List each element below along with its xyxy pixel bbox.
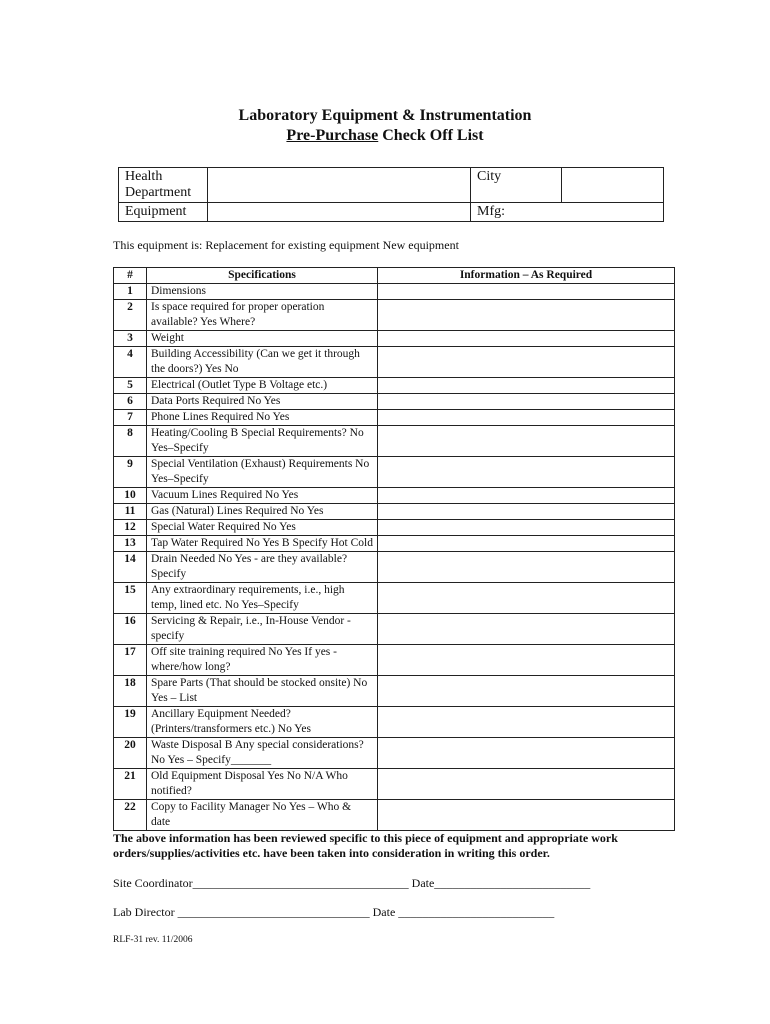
table-row: [114, 645, 675, 676]
table-row: [114, 284, 675, 300]
row-specification: Special Water Required No Yes: [147, 520, 378, 536]
row-information-field[interactable]: [378, 676, 675, 707]
lab-director-signature-line[interactable]: Lab Director ________________________________ Date __________________________: [113, 905, 555, 919]
row-number: 19: [114, 707, 147, 738]
row-information-field[interactable]: [378, 394, 675, 410]
row-information-field[interactable]: [378, 738, 675, 769]
row-specification: Any extraordinary requirements, i.e., high temp, lined etc. No Yes–Specify: [147, 583, 378, 614]
row-number: 2: [114, 300, 147, 331]
table-row: [114, 488, 675, 504]
review-statement: The above information has been reviewed specific to this piece of equipment and appropriate work orders/supplies/activities etc. have been taken into consideration in writing this order.: [113, 831, 618, 860]
row-number: 8: [114, 426, 147, 457]
row-specification: Vacuum Lines Required No Yes: [147, 488, 378, 504]
row-number: 20: [114, 738, 147, 769]
row-number: 9: [114, 457, 147, 488]
row-information-field[interactable]: [378, 457, 675, 488]
row-specification: Servicing & Repair, i.e., In-House Vendor - specify: [147, 614, 378, 645]
row-specification: Data Ports Required No Yes: [147, 394, 378, 410]
row-specification: Heating/Cooling B Special Requirements? No Yes–Specify: [147, 426, 378, 457]
table-row: [114, 536, 675, 552]
row-information-field[interactable]: [378, 707, 675, 738]
subtitle-rest: Check Off List: [378, 127, 484, 144]
header-table: [118, 167, 664, 222]
col-info-header: Information – As Required: [378, 268, 675, 284]
equipment-label: Equipment: [119, 203, 208, 222]
row-specification: Spare Parts (That should be stocked onsite) No Yes – List: [147, 676, 378, 707]
row-number: 3: [114, 331, 147, 347]
row-number: 1: [114, 284, 147, 300]
row-specification: Special Ventilation (Exhaust) Requirements No Yes–Specify: [147, 457, 378, 488]
table-row: [114, 707, 675, 738]
subtitle-underlined: Pre-Purchase: [286, 127, 379, 144]
row-number: 16: [114, 614, 147, 645]
table-row: [114, 504, 675, 520]
row-information-field[interactable]: [378, 488, 675, 504]
document-subtitle: [0, 127, 770, 145]
row-number: 15: [114, 583, 147, 614]
table-row: [114, 347, 675, 378]
city-field[interactable]: [562, 168, 664, 203]
row-information-field[interactable]: [378, 410, 675, 426]
city-label: City: [471, 168, 562, 203]
row-specification: Is space required for proper operation available? Yes Where?: [147, 300, 378, 331]
table-row: [114, 738, 675, 769]
row-number: 10: [114, 488, 147, 504]
row-number: 5: [114, 378, 147, 394]
table-row: [114, 520, 675, 536]
row-specification: Ancillary Equipment Needed? (Printers/transformers etc.) No Yes: [147, 707, 378, 738]
table-row: [114, 394, 675, 410]
equipment-type-line: This equipment is: Replacement for existing equipment New equipment: [113, 238, 459, 252]
table-row: [114, 800, 675, 831]
row-information-field[interactable]: [378, 378, 675, 394]
table-row: [114, 552, 675, 583]
row-specification: Tap Water Required No Yes B Specify Hot Cold: [147, 536, 378, 552]
row-number: 18: [114, 676, 147, 707]
health-department-label: Health Department: [119, 168, 208, 203]
row-number: 7: [114, 410, 147, 426]
equipment-field[interactable]: [208, 203, 471, 222]
row-specification: Drain Needed No Yes - are they available? Specify: [147, 552, 378, 583]
row-information-field[interactable]: [378, 645, 675, 676]
row-specification: Dimensions: [147, 284, 378, 300]
row-information-field[interactable]: [378, 583, 675, 614]
row-information-field[interactable]: [378, 504, 675, 520]
row-information-field[interactable]: [378, 800, 675, 831]
mfg-label[interactable]: Mfg:: [471, 203, 664, 222]
form-number: RLF-31 rev. 11/2006: [113, 935, 193, 945]
row-information-field[interactable]: [378, 614, 675, 645]
row-information-field[interactable]: [378, 284, 675, 300]
table-row: [114, 614, 675, 645]
row-information-field[interactable]: [378, 426, 675, 457]
site-coordinator-signature-line[interactable]: Site Coordinator____________________________________ Date__________________________: [113, 876, 591, 890]
row-information-field[interactable]: [378, 331, 675, 347]
row-information-field[interactable]: [378, 769, 675, 800]
row-specification: Waste Disposal B Any special considerations? No Yes – Specify_______: [147, 738, 378, 769]
row-specification: Old Equipment Disposal Yes No N/A Who notified?: [147, 769, 378, 800]
col-spec-header: Specifications: [147, 268, 378, 284]
row-information-field[interactable]: [378, 300, 675, 331]
row-specification: Weight: [147, 331, 378, 347]
health-department-field[interactable]: [208, 168, 471, 203]
table-row: [114, 300, 675, 331]
row-specification: Building Accessibility (Can we get it through the doors?) Yes No: [147, 347, 378, 378]
row-number: 14: [114, 552, 147, 583]
table-row: [114, 676, 675, 707]
table-row: [114, 457, 675, 488]
row-number: 4: [114, 347, 147, 378]
table-row: [114, 583, 675, 614]
row-specification: Off site training required No Yes If yes - where/how long?: [147, 645, 378, 676]
row-number: 17: [114, 645, 147, 676]
row-information-field[interactable]: [378, 552, 675, 583]
table-row: [114, 410, 675, 426]
table-row: [114, 426, 675, 457]
table-row: [114, 378, 675, 394]
row-number: 12: [114, 520, 147, 536]
row-specification: Phone Lines Required No Yes: [147, 410, 378, 426]
row-information-field[interactable]: [378, 536, 675, 552]
row-specification: Electrical (Outlet Type B Voltage etc.): [147, 378, 378, 394]
document-title: Laboratory Equipment & Instrumentation: [238, 107, 532, 124]
table-row: [114, 331, 675, 347]
row-number: 6: [114, 394, 147, 410]
row-number: 21: [114, 769, 147, 800]
col-num-header: #: [114, 268, 147, 284]
row-specification: Copy to Facility Manager No Yes – Who & date: [147, 800, 378, 831]
specifications-table: [113, 267, 675, 831]
row-number: 11: [114, 504, 147, 520]
table-row: [114, 769, 675, 800]
row-information-field[interactable]: [378, 520, 675, 536]
row-number: 13: [114, 536, 147, 552]
row-specification: Gas (Natural) Lines Required No Yes: [147, 504, 378, 520]
row-information-field[interactable]: [378, 347, 675, 378]
row-number: 22: [114, 800, 147, 831]
